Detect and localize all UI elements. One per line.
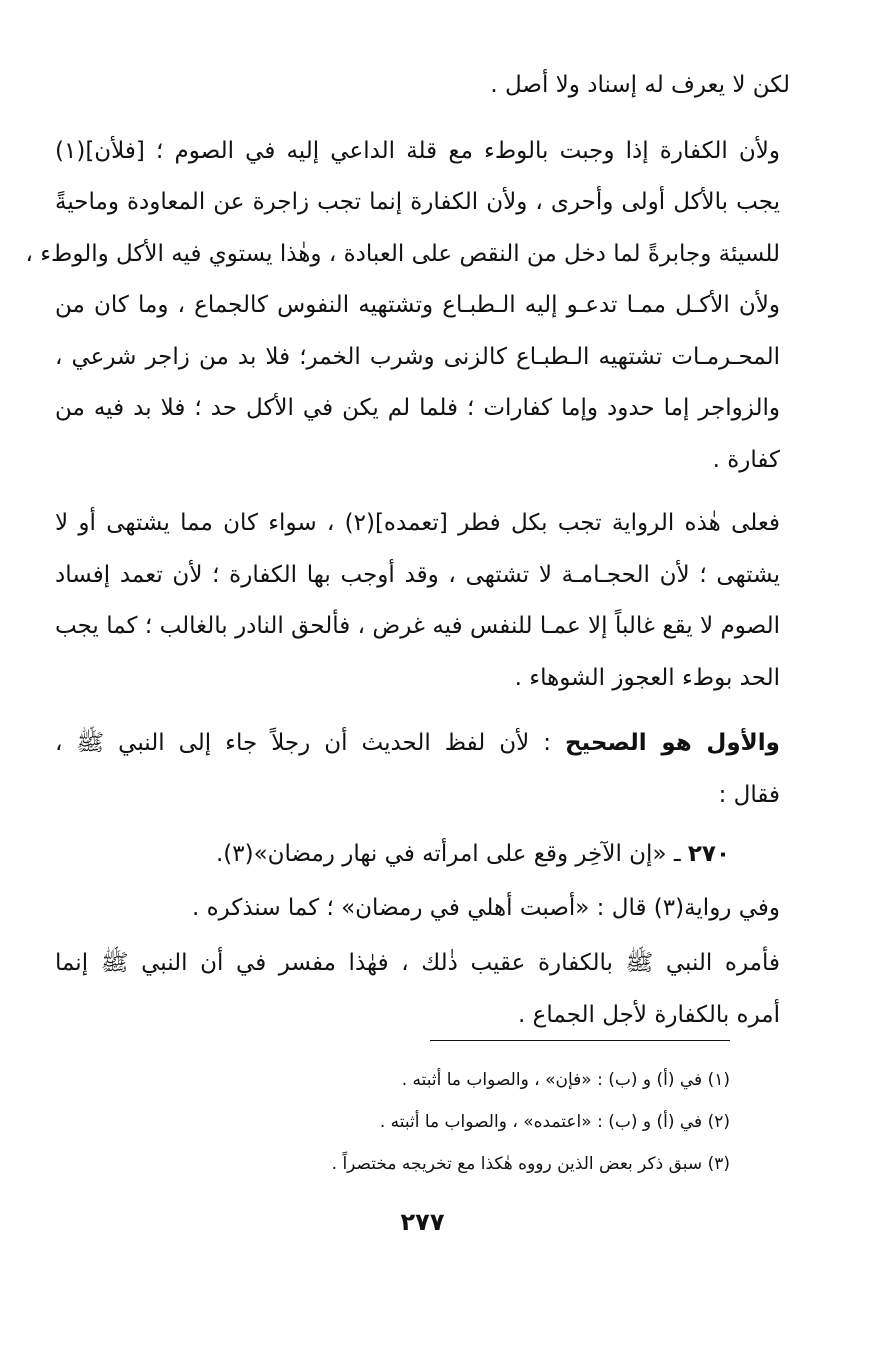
text-line: ولأن الأكـل ممـا تدعـو إليه الـطبـاع وتشتهيه النفوس كالجماع ، وما كان من	[55, 292, 780, 318]
paragraph-5	[55, 883, 790, 935]
paragraph-1	[55, 60, 790, 112]
paragraph-4	[55, 718, 790, 821]
bold-lead: والأول هو الصحيح	[564, 730, 780, 756]
page-number: ٢٧٧	[400, 1208, 445, 1236]
book-page	[25, 60, 790, 1290]
text-line: الصوم لا يقع غالباً إلا عمـا للنفس فيه غرض ، فألحق النادر بالغالب ؛ كما يجب	[55, 613, 780, 639]
text-line: أمره بالكفارة لأجل الجماع .	[518, 1001, 780, 1028]
text-line: يشتهى ؛ لأن الحجـامـة لا تشتهى ، وقد أوجب بها الكفارة ؛ لأن تعمد إفساد	[55, 561, 780, 588]
text-line: وفي رواية(٣) قال : «أصبت أهلي في رمضان» ؛ كما سنذكره .	[192, 894, 780, 921]
paragraph-6	[55, 938, 790, 1041]
text-line: الحد بوطء العجوز الشوهاء .	[514, 664, 780, 691]
hadith-text: ـ «إن الآخِر وقع على امرأته في نهار رمضان»(٣).	[215, 841, 688, 867]
text-run: : لأن لفظ الحديث أن رجلاً جاء إلى النبي ﷺ ،	[55, 730, 565, 756]
paragraph-3	[55, 498, 790, 704]
text-line: والزواجر إما حدود وإما كفارات ؛ فلما لم يكن في الأكل حد ؛ فلا بد فيه من	[55, 395, 780, 421]
paragraph-2	[25, 126, 790, 487]
footnote: (١) في (أ) و (ب) : «فإن» ، والصواب ما أثبته .	[401, 1070, 730, 1090]
text-line: فعلى هٰذه الرواية تجب بكل فطر [تعمده](٢) ، سواء كان مما يشتهى أو لا	[55, 510, 780, 536]
text-line	[55, 718, 780, 770]
text-line: للسيئة وجابرةً لما دخل من النقص على العبادة ، وهٰذا يستوي فيه الأكل والوطء ،	[25, 240, 780, 267]
footnote: (٢) في (أ) و (ب) : «اعتمده» ، والصواب ما أثبته .	[379, 1112, 730, 1132]
text-line	[55, 829, 730, 881]
footnotes	[230, 1040, 730, 1185]
footnote: (٣) سبق ذكر بعض الذين رووه هٰكذا مع تخريجه مختصراً .	[331, 1154, 730, 1174]
footnote-divider	[430, 1040, 730, 1041]
text-line: فأمره النبي ﷺ بالكفارة عقيب ذٰلك ، فهٰذا مفسر في أن النبي ﷺ إنما	[55, 950, 780, 976]
hadith-paragraph	[55, 829, 790, 881]
text-line: لكن لا يعرف له إسناد ولا أصل .	[490, 72, 790, 98]
text-line: المحـرمـات تشتهيه الـطبـاع كالزنى وشرب الخمر؛ فلا بد من زاجر شرعي ،	[55, 343, 780, 370]
text-line: فقال :	[718, 781, 780, 808]
hadith-number: ٢٧٠	[687, 841, 730, 867]
main-text	[25, 60, 790, 1041]
text-line: كفارة .	[712, 446, 780, 473]
text-line: ولأن الكفارة إذا وجبت بالوطء مع قلة الداعي إليه في الصوم ؛ [فلأن](١)	[55, 137, 780, 164]
text-line: يجب بالأكل أولى وأحرى ، ولأن الكفارة إنما تجب زاجرة عن المعاودة وماحيةً	[55, 189, 780, 215]
